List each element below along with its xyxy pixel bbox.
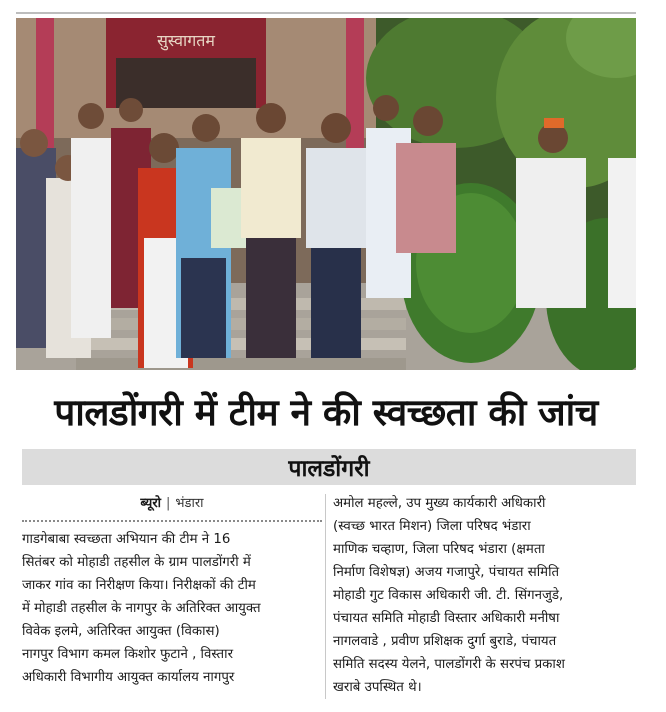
body-line: (स्वच्छ भारत मिशन) जिला परिषद भंडारा [333, 519, 531, 534]
body-line: विवेक इलमे, अतिरिक्त आयुक्त (विकास) [22, 624, 220, 639]
top-rule [16, 12, 636, 14]
body-line: निर्माण विशेषज्ञ) अजय गजापुरे, पंचायत समिति [333, 565, 560, 580]
body-line: नागलवाडे , प्रवीण प्रशिक्षक दुर्गा बुराडे, पंचायत [333, 634, 557, 649]
group-photo-illustration [16, 18, 636, 370]
welcome-sign-text: सुस्वागतम [157, 31, 215, 50]
dotted-divider [22, 520, 322, 522]
body-line: में मोहाडी तहसील के नागपुर के अतिरिक्त आयुक्त [22, 601, 261, 616]
left-column [22, 492, 322, 689]
byline-city: भंडारा [175, 495, 204, 511]
body-line: नागपुर विभाग कमल किशोर फुटाने , विस्तार [22, 647, 234, 662]
headline: पालडोंगरी में टीम ने की स्वच्छता की जांच [54, 390, 598, 434]
byline-separator: | [166, 495, 171, 511]
body-line: सितंबर को मोहाडी तहसील के ग्राम पालडोंगरी में [22, 555, 251, 570]
byline [22, 492, 322, 514]
body-line: खराबे उपस्थित थे। [333, 680, 422, 695]
body-line: मोहाडी गुट विकास अधिकारी जी. टी. सिंगनजुडे, [333, 588, 564, 603]
body-line: समिति सदस्य येलने, पालडोंगरी के सरपंच प्रकाश [333, 657, 565, 672]
location-band [22, 449, 636, 485]
location-band-text: पालडोंगरी [288, 456, 370, 482]
body-line: माणिक चव्हाण, जिला परिषद भंडारा (क्षमता [333, 542, 545, 557]
column-divider [325, 494, 326, 699]
right-column [333, 492, 633, 699]
news-photo [16, 18, 636, 370]
body-line: जाकर गांव का निरीक्षण किया। निरीक्षकों की टीम [22, 578, 256, 593]
body-line: पंचायत समिति मोहाडी विस्तार अधिकारी मनीषा [333, 611, 560, 626]
byline-bureau: ब्यूरो [140, 495, 162, 511]
body-line: अधिकारी विभागीय आयुक्त कार्यालय नागपुर [22, 670, 235, 685]
body-line: गाडगेबाबा स्वच्छता अभियान की टीम ने 16 [22, 532, 231, 547]
body-line: अमोल महल्ले, उप मुख्य कार्यकारी अधिकारी [333, 496, 546, 511]
